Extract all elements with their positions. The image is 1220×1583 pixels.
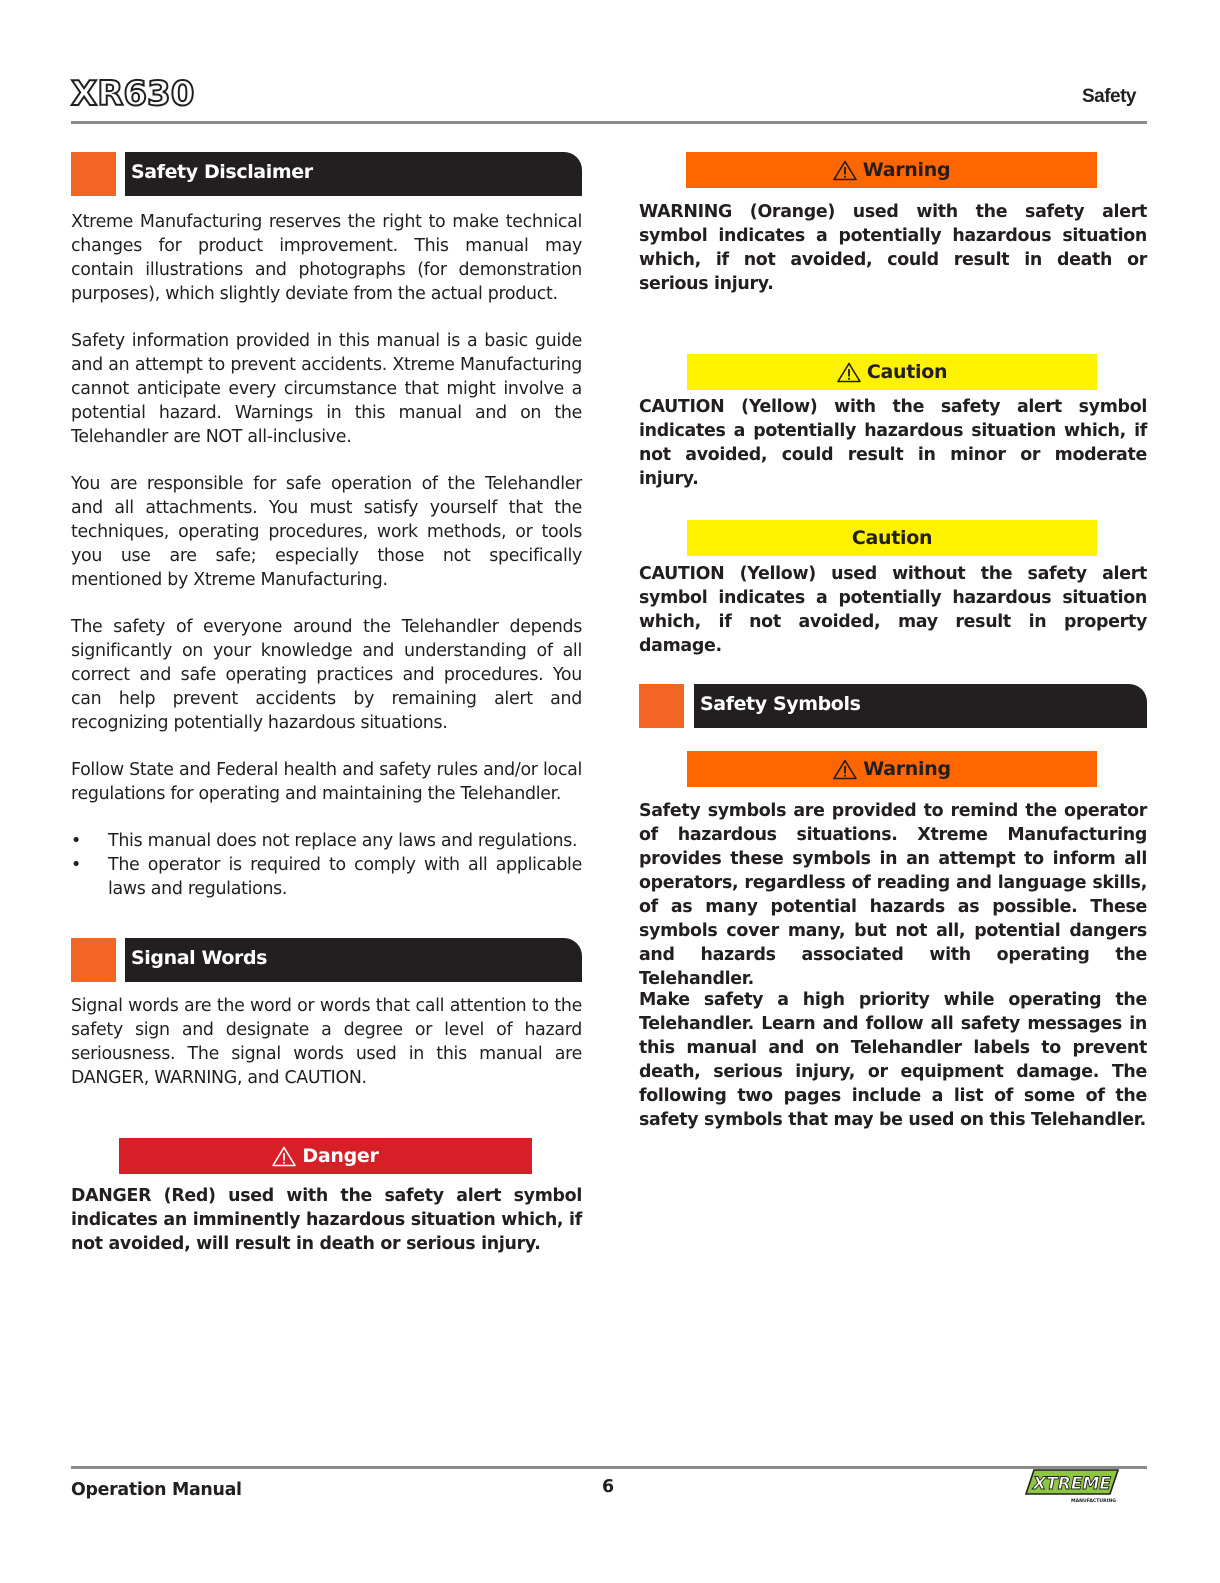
bullet-glyph: • (71, 855, 81, 875)
page-number: 6 (602, 1477, 615, 1497)
symbols-paragraph: Make safety a high priority while operating the Telehandler. Learn and follow all safety messages in this manual and on Telehandler labels to prevent death, serious injury, or equipment damage. The following two pages include a list of some of the safety symbols that may be used on this Telehandler. (639, 990, 1147, 1130)
signal-words-heading: Signal Words (125, 938, 582, 982)
section-title: Safety (1081, 86, 1136, 107)
disclaimer-bullets (71, 829, 582, 901)
danger-banner (119, 1138, 532, 1174)
bullet-text: This manual does not replace any laws and regulations. (108, 831, 578, 851)
footer-rule (71, 1466, 1147, 1469)
danger-description: DANGER (Red) used with the safety alert symbol indicates an imminently hazardous situation which, if not avoided, will result in death or serious injury. (71, 1186, 582, 1254)
caution-plain-description: CAUTION (Yellow) used without the safety alert symbol indicates a potentially hazardous situation which, if not avoided, may result in property damage. (639, 564, 1147, 656)
warning-triangle-icon (833, 160, 857, 181)
caution-label: Caution (851, 527, 933, 549)
warning-banner (687, 751, 1097, 787)
caution-alert-banner (687, 354, 1097, 390)
disclaimer-paragraph: Follow State and Federal health and safety rules and/or local regulations for operating and maintaining the Telehandler. (71, 760, 582, 804)
warning-label: Warning (863, 758, 951, 780)
disclaimer-paragraph: You are responsible for safe operation of the Telehandler and all attachments. You must satisfy yourself that the techniques, operating procedures, work methods, or tools you use are safe; especially those not specifically mentioned by Xtreme Manufacturing. (71, 474, 582, 590)
warning-triangle-icon (272, 1146, 296, 1167)
warning-label: Warning (862, 159, 951, 181)
warning-description: WARNING (Orange) used with the safety alert symbol indicates a potentially hazardous situation which, if not avoided, could result in death or serious injury. (639, 202, 1147, 294)
disclaimer-paragraph: Xtreme Manufacturing reserves the right to make technical changes for product improvement. This manual may contain illustrations and photographs (for demonstration purposes), which slightly deviate from the actual product. (71, 212, 582, 304)
signal-words-paragraph: Signal words are the word or words that call attention to the safety sign and designate a degree or level of hazard seriousness. The signal words used in this manual are DANGER, WARNING, and CAUTION. (71, 996, 582, 1088)
caution-label: Caution (866, 361, 948, 383)
safety-symbols-heading: Safety Symbols (694, 684, 1147, 728)
model-logo: XR630 (71, 74, 195, 114)
list-item (71, 829, 582, 853)
warning-triangle-icon (837, 362, 861, 383)
section-marker (71, 152, 116, 196)
disclaimer-paragraph: Safety information provided in this manual is a basic guide and an attempt to prevent accidents. Xtreme Manufacturing cannot anticipate every circumstance that might involve a potential hazard. Warnings in this manual and on the Telehandler are NOT all-inclusive. (71, 331, 582, 447)
xtreme-brand-logo (1020, 1464, 1120, 1506)
warning-banner (686, 152, 1097, 188)
disclaimer-paragraph: The safety of everyone around the Telehandler depends significantly on your knowledge and understanding of all correct and safe operating practices and procedures. You can help prevent accidents by remaining alert and recognizing potentially hazardous situations. (71, 617, 582, 733)
brand-wordmark: XTREME (1033, 1474, 1111, 1494)
safety-disclaimer-heading: Safety Disclaimer (125, 152, 582, 196)
symbols-paragraph: Safety symbols are provided to remind the operator of hazardous situations. Xtreme Manufacturing provides these symbols in an attempt to inform all operators, regardless of reading and language skills, of as many potential hazards as possible. These symbols cover many, but not all, potential dangers and hazards associated with operating the Telehandler. (639, 801, 1147, 989)
warning-triangle-icon (833, 759, 857, 780)
section-marker (639, 684, 684, 728)
section-marker (71, 938, 116, 982)
brand-subtitle: MANUFACTURING (1071, 1499, 1116, 1504)
caution-plain-banner (687, 520, 1097, 556)
caution-alert-description: CAUTION (Yellow) with the safety alert symbol indicates a potentially hazardous situation which, if not avoided, could result in minor or moderate injury. (639, 397, 1147, 489)
bullet-text: The operator is required to comply with all applicable laws and regulations. (108, 855, 582, 899)
bullet-glyph: • (71, 831, 81, 851)
danger-label: Danger (302, 1145, 379, 1167)
list-item (71, 853, 582, 901)
footer-title: Operation Manual (71, 1480, 242, 1500)
header-rule (71, 121, 1147, 124)
